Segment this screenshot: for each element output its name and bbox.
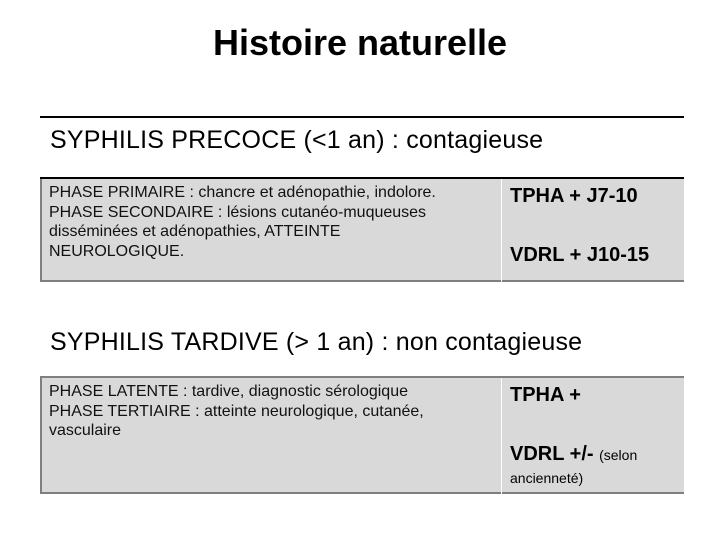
- phase-line: [49, 382, 499, 402]
- tpha-test: TPHA +: [510, 384, 581, 406]
- late-phases: [49, 382, 499, 441]
- phase-text: : atteinte neurologique, cutanée,: [190, 402, 424, 420]
- panel-bottom-border: [42, 492, 684, 494]
- early-panel: [42, 179, 684, 282]
- vdrl-note: (selon: [599, 447, 638, 463]
- phase-label: PHASE TERTIAIRE: [49, 402, 191, 420]
- phase-text: : tardive, diagnostic sérologique: [178, 383, 408, 400]
- panel-left-border: [40, 378, 42, 494]
- phase-line: [49, 203, 499, 223]
- early-phases: [49, 183, 499, 261]
- phase-text: NEUROLOGIQUE.: [49, 242, 185, 260]
- phase-line: [49, 242, 499, 262]
- column-separator: [501, 179, 502, 282]
- phase-line: [49, 183, 499, 203]
- phase-line: [49, 421, 499, 441]
- panel-bottom-border: [42, 280, 684, 282]
- phase-text: disséminées et adénopathies, ATTEINTE: [49, 223, 341, 240]
- panel-left-border: [40, 179, 42, 282]
- vdrl-test: [510, 443, 637, 466]
- panel-top-border: [40, 376, 684, 378]
- late-heading: SYPHILIS TARDIVE (> 1 an) : non contagieuse: [50, 328, 583, 356]
- phase-line: [49, 222, 499, 242]
- phase-label: PHASE LATENTE: [49, 383, 179, 400]
- column-separator: [501, 378, 502, 494]
- vdrl-test: VDRL + J10-15: [510, 244, 650, 266]
- vdrl-note-continued: ancienneté): [510, 470, 584, 486]
- phase-label: PHASE PRIMAIRE: [49, 184, 186, 201]
- tpha-test: TPHA + J7-10: [510, 185, 638, 207]
- phase-text: : chancre et adénopathie, indolore.: [185, 184, 436, 201]
- vdrl-label: VDRL +/-: [510, 443, 600, 465]
- early-heading: SYPHILIS PRECOCE (<1 an) : contagieuse: [50, 126, 544, 154]
- panel-top-border: [40, 177, 684, 179]
- section-divider: [40, 116, 684, 118]
- phase-label: PHASE SECONDAIRE: [49, 203, 214, 221]
- late-panel: [42, 378, 684, 494]
- phase-text: : lésions cutanéo-muqueuses: [213, 203, 427, 221]
- phase-line: [49, 402, 499, 422]
- phase-text: vasculaire: [49, 422, 122, 439]
- page-title: Histoire naturelle: [212, 22, 508, 63]
